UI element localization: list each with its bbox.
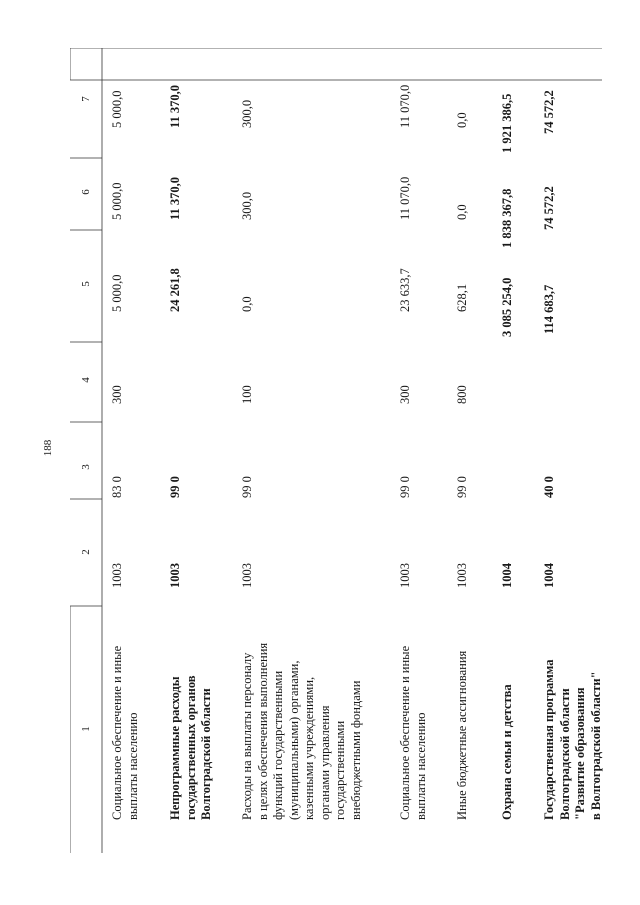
cell-value-7: 300,0 xyxy=(240,99,254,128)
cell-value-7: 5 000,0 xyxy=(110,90,124,128)
cell-code: 1004 xyxy=(542,563,556,588)
row-name: Иные бюджетные ассигнования xyxy=(455,650,469,820)
row-name: Расходы на выплаты персоналу в целях обеспечения выполнения функций государственными (муниципальными) органами, казенными учреждениями, органами управления государственными внебюджетными фондами xyxy=(240,642,363,820)
row-name: Социальное обеспечение и иные выплаты населению xyxy=(398,645,428,820)
header-col-5: 5 xyxy=(80,281,92,287)
cell-value-6: 300,0 xyxy=(240,191,254,220)
cell-code: 1003 xyxy=(110,563,124,588)
row-name: Государственная программа Волгоградской области "Развитие образования в Волгоградской области" xyxy=(542,659,603,820)
cell-value-7: 1 921 386,5 xyxy=(500,93,514,153)
cell-value-6: 0,0 xyxy=(455,204,469,220)
cell-type: 300 xyxy=(110,385,124,404)
row-name: Охрана семьи и детства xyxy=(500,684,514,820)
table-row xyxy=(168,48,218,853)
cell-subcode: 99 0 xyxy=(455,476,469,498)
header-col-2: 2 xyxy=(80,549,92,555)
page-number: 188 xyxy=(42,439,54,457)
header-col-1: 1 xyxy=(80,726,92,732)
budget-table xyxy=(70,48,602,853)
cell-subcode: 99 0 xyxy=(398,476,412,498)
cell-code: 1003 xyxy=(168,563,182,588)
cell-subcode: 99 0 xyxy=(168,476,182,498)
table-row xyxy=(455,48,475,853)
cell-value-6: 74 572,2 xyxy=(542,186,556,230)
cell-value-5: 114 683,7 xyxy=(542,284,556,334)
table-row xyxy=(110,48,150,853)
header-col-4: 4 xyxy=(80,377,92,383)
table-row xyxy=(240,48,370,853)
cell-value-7: 74 572,2 xyxy=(542,90,556,134)
cell-value-6: 11 070,0 xyxy=(398,176,412,220)
cell-code: 1004 xyxy=(500,563,514,588)
table-row xyxy=(500,48,520,853)
cell-subcode: 83 0 xyxy=(110,476,124,498)
cell-value-5: 3 085 254,0 xyxy=(500,277,514,337)
cell-type: 100 xyxy=(240,385,254,404)
header-col-6: 6 xyxy=(80,189,92,195)
table-row xyxy=(542,48,602,853)
cell-value-6: 11 370,0 xyxy=(168,176,182,220)
header-col-3: 3 xyxy=(80,464,92,470)
cell-value-5: 5 000,0 xyxy=(110,274,124,312)
row-name: Непрограммные расходы государственных органов Волгоградской области xyxy=(168,675,213,820)
cell-value-5: 24 261,8 xyxy=(168,268,182,312)
cell-value-7: 0,0 xyxy=(455,112,469,128)
cell-code: 1003 xyxy=(240,563,254,588)
cell-value-5: 628,1 xyxy=(455,283,469,312)
cell-subcode: 99 0 xyxy=(240,476,254,498)
cell-type: 800 xyxy=(455,385,469,404)
cell-subcode: 40 0 xyxy=(542,476,556,498)
cell-value-5: 0,0 xyxy=(240,296,254,312)
cell-code: 1003 xyxy=(398,563,412,588)
cell-value-7: 11 370,0 xyxy=(168,84,182,128)
cell-value-7: 11 070,0 xyxy=(398,84,412,128)
cell-code: 1003 xyxy=(455,563,469,588)
cell-value-6: 1 838 367,8 xyxy=(500,188,514,248)
table-row xyxy=(398,48,438,853)
cell-type: 300 xyxy=(398,385,412,404)
header-col-7: 7 xyxy=(80,96,92,102)
cell-value-5: 23 633,7 xyxy=(398,268,412,312)
cell-value-6: 5 000,0 xyxy=(110,182,124,220)
row-name: Социальное обеспечение и иные выплаты населению xyxy=(110,645,140,820)
